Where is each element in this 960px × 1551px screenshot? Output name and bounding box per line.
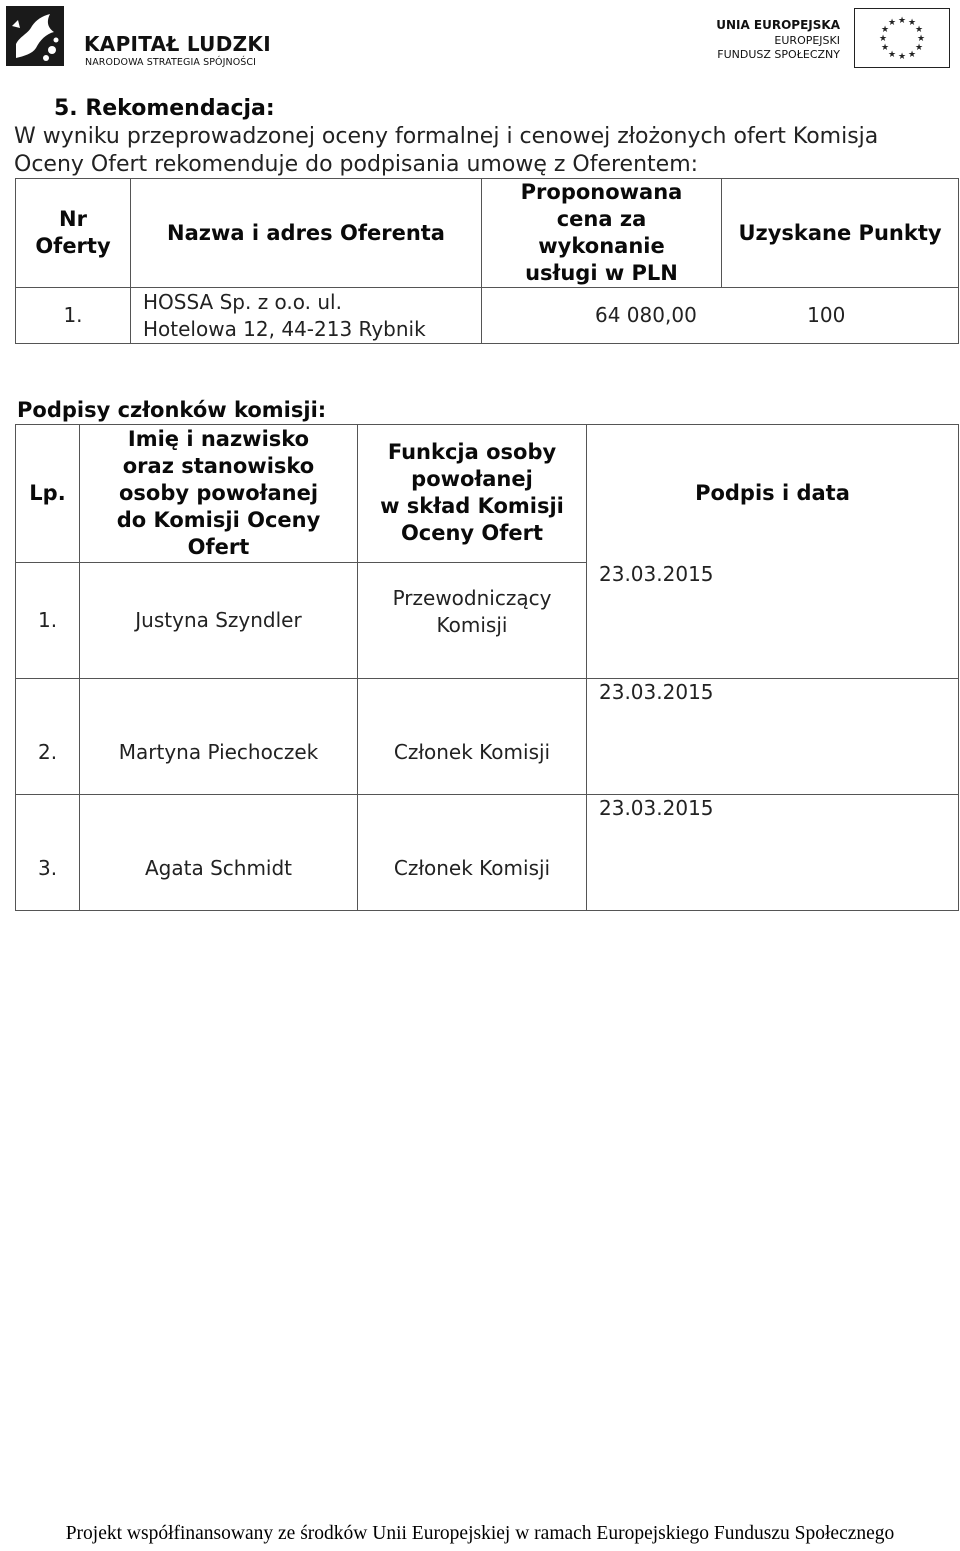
- eu-flag-icon: [854, 8, 950, 68]
- signature-cell: [587, 795, 959, 911]
- header-lp: Lp.: [16, 425, 80, 563]
- header-person-line3: osoby powołanej: [118, 481, 319, 505]
- member-name: Martyna Piechoczek: [80, 679, 358, 795]
- eu-logo-line2: EUROPEJSKI: [774, 34, 840, 47]
- header-points: Uzyskane Punkty: [722, 179, 959, 288]
- section-paragraph: [14, 123, 944, 179]
- svg-text:★: ★: [897, 52, 907, 62]
- svg-text:★: ★: [887, 50, 897, 60]
- member-lp: 1.: [16, 563, 80, 679]
- header-price: [482, 179, 722, 288]
- kapital-ludzki-emblem-icon: [6, 6, 64, 66]
- member-name: Agata Schmidt: [80, 795, 358, 911]
- header-price-line3: wykonanie: [538, 234, 665, 258]
- svg-text:★: ★: [914, 43, 924, 53]
- header-nr-line1: Nr: [59, 207, 87, 231]
- svg-text:★: ★: [914, 25, 924, 35]
- signatures-header-row: [16, 425, 959, 563]
- header-price-line1: Proponowana: [520, 180, 683, 204]
- header-price-line2: cena za: [556, 207, 647, 231]
- eu-logo: [716, 8, 950, 68]
- header-sign-label: Podpis i data: [695, 481, 850, 505]
- table-row: [16, 288, 959, 344]
- svg-text:★: ★: [907, 18, 917, 28]
- svg-text:★: ★: [897, 16, 907, 26]
- paragraph-line-1: W wyniku przeprowadzonej oceny formalnej i cenowej złożonych ofert Komisja: [14, 124, 879, 149]
- svg-text:★: ★: [880, 25, 890, 35]
- header-function: [358, 425, 587, 563]
- member-lp: 2.: [16, 679, 80, 795]
- header-price-line4: usługi w PLN: [525, 261, 678, 285]
- kapital-ludzki-logo: [6, 6, 276, 68]
- section-title: 5. Rekomendacja:: [54, 96, 275, 121]
- table-row: [16, 795, 959, 911]
- eu-logo-line1: UNIA EUROPEJSKA: [716, 18, 840, 32]
- offer-price-points: [482, 288, 959, 344]
- offer-name-line2: Hotelowa 12, 44-213 Rybnik: [143, 316, 426, 341]
- member-function-line2: Komisji: [436, 612, 508, 637]
- signature-date-3: 23.03.2015: [599, 796, 714, 820]
- header-person-line5: Ofert: [187, 535, 250, 559]
- offer-table-header-row: [16, 179, 959, 288]
- member-name: Justyna Szyndler: [80, 563, 358, 679]
- svg-text:★: ★: [887, 18, 897, 28]
- table-row: [16, 679, 959, 795]
- header-person-line1: Imię i nazwisko: [127, 427, 310, 451]
- signature-date-1: 23.03.2015: [599, 562, 714, 586]
- header-function-line1: Funkcja osoby: [387, 440, 557, 464]
- header-person: [80, 425, 358, 563]
- signature-date-2: 23.03.2015: [599, 680, 714, 704]
- svg-text:★: ★: [907, 50, 917, 60]
- member-lp: 3.: [16, 795, 80, 911]
- offer-table: [15, 178, 959, 344]
- member-function-line1: Przewodniczący: [392, 585, 552, 610]
- eu-logo-line3: FUNDUSZ SPOŁECZNY: [717, 48, 840, 61]
- header-person-line2: oraz stanowisko: [122, 454, 315, 478]
- offer-points: 100: [807, 303, 846, 327]
- paragraph-line-2: Oceny Ofert rekomenduje do podpisania umowę z Oferentem:: [14, 152, 699, 177]
- signatures-table: [15, 424, 959, 911]
- kapital-ludzki-subtitle: NARODOWA STRATEGIA SPÓJNOŚCI: [85, 57, 257, 68]
- header-sign: [587, 425, 959, 679]
- header-function-line3: w skład Komisji: [380, 494, 564, 518]
- offer-price: 64 080,00: [595, 303, 697, 327]
- header-nr-oferty: [16, 179, 131, 288]
- svg-text:★: ★: [880, 43, 890, 53]
- offer-name-line1: HOSSA Sp. z o.o. ul.: [143, 289, 342, 314]
- signature-cell: [587, 679, 959, 795]
- header-name: Nazwa i adres Oferenta: [131, 179, 482, 288]
- svg-text:★: ★: [916, 34, 926, 44]
- member-function: Członek Komisji: [358, 795, 587, 911]
- header-function-line2: powołanej: [411, 467, 533, 491]
- member-function: [358, 563, 587, 679]
- header-function-line4: Oceny Ofert: [400, 521, 544, 545]
- signatures-title: Podpisy członków komisji:: [17, 398, 327, 422]
- header-person-line4: do Komisji Oceny: [116, 508, 321, 532]
- page-footer: Projekt współfinansowany ze środków Unii Europejskiej w ramach Europejskiego Funduszu Społecznego: [65, 1523, 895, 1544]
- svg-text:★: ★: [878, 34, 888, 44]
- kapital-ludzki-title: KAPITAŁ LUDZKI: [84, 32, 271, 56]
- offer-nr: 1.: [16, 288, 131, 344]
- offer-name-address: [131, 288, 482, 344]
- header-nr-line2: Oferty: [35, 234, 111, 258]
- member-function: Członek Komisji: [358, 679, 587, 795]
